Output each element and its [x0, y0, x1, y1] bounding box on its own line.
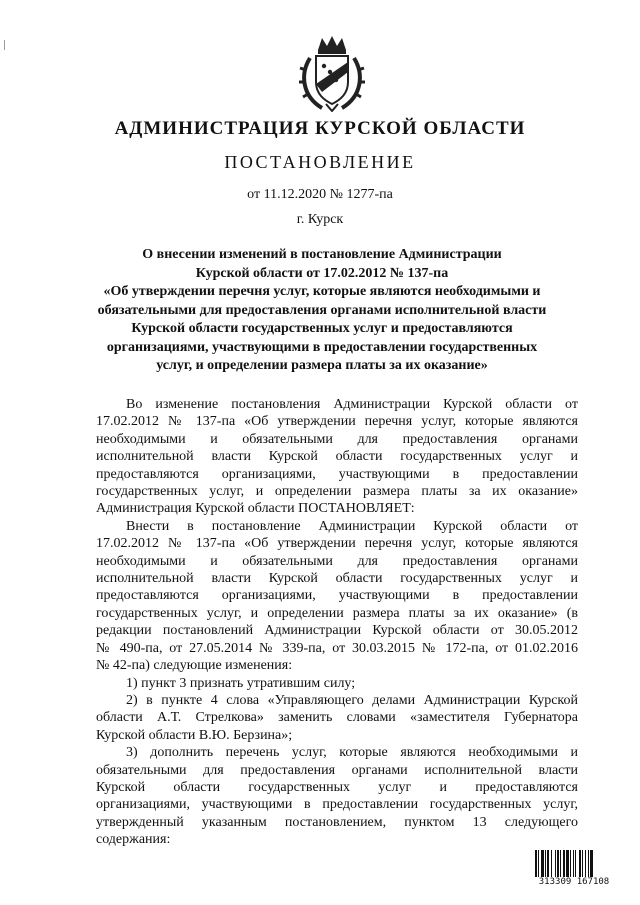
title-line: обязательными для предоставления органами исполнительной власти: [97, 302, 547, 318]
body-line: организациями, участвующими в предоставлении государственных услуг,: [96, 797, 578, 813]
body-line: утвержденный указанным постановлением, пунктом 13 следующего: [96, 814, 578, 830]
body-line: Внести в постановление Администрации Курской области от: [126, 518, 578, 534]
body-line: исполнительной власти Курской области государственных услуг и: [96, 571, 578, 587]
document-body: [96, 396, 578, 849]
body-line: необходимыми и обязательными для предоставления органами: [96, 553, 578, 569]
body-line: 3) дополнить перечень услуг, которые являются необходимыми и: [126, 745, 578, 761]
body-line: государственных услуг, и определении размера платы за их оказание» (в: [96, 605, 578, 621]
body-line: 17.02.2012 № 137-па «Об утверждении перечня услуг, которые являются: [96, 414, 578, 430]
title-line: Курской области государственных услуг и предоставляются: [131, 321, 513, 336]
document-title: [92, 246, 552, 376]
document-date-number: от 11.12.2020 № 1277-па: [247, 187, 393, 202]
document-city: г. Курск: [296, 212, 344, 227]
body-line: Администрация Курской области ПОСТАНОВЛЯЕТ:: [96, 501, 415, 517]
scan-edge-mark: [4, 40, 5, 50]
body-line: Курской области государственных услуг и предоставляются: [96, 779, 578, 795]
title-line: организациями, участвующими в предоставлении государственных: [106, 339, 538, 355]
body-line: области А.Т. Стрелкова» заменить словами «заместителя Губернатора: [96, 710, 578, 726]
barcode: [534, 850, 614, 896]
barcode-number: 313309 167108: [534, 877, 614, 888]
body-line: предоставляются организациями, участвующими в предоставлении: [96, 466, 578, 482]
body-line: 17.02.2012 № 137-па «Об утверждении перечня услуг, которые являются: [96, 536, 578, 552]
body-line: 2) в пункте 4 слова «Управляющего делами Администрации Курской: [126, 692, 578, 708]
body-line: государственных услуг, и определении размера платы за их оказание»: [96, 484, 578, 500]
body-line: предоставляются организациями, участвующими в предоставлении: [96, 588, 578, 604]
body-line: обязательными для предоставления органами исполнительной власти: [96, 762, 578, 778]
document-type: ПОСТАНОВЛЕНИЕ: [224, 152, 416, 172]
body-line: № 490-па, от 27.05.2014 № 339-па, от 30.03.2015 № 172-па, от 01.02.2016: [96, 640, 578, 656]
body-line: Во изменение постановления Администрации Курской области от: [126, 397, 578, 412]
body-line: № 42-па) следующие изменения:: [96, 658, 293, 674]
body-line: Курской области В.Ю. Берзина»;: [96, 727, 293, 743]
coat-of-arms-emblem: [296, 34, 368, 112]
body-line: 1) пункт 3 признать утратившим силу;: [126, 675, 356, 691]
body-line: редакции постановлений Администрации Курской области от 30.05.2012: [96, 623, 578, 639]
title-line: услуг, и определении размера платы за их оказание»: [156, 358, 488, 373]
body-line: содержания:: [96, 832, 171, 848]
title-line: О внесении изменений в постановление Администрации: [142, 247, 502, 262]
title-line: Курской области от 17.02.2012 № 137-па: [195, 265, 449, 281]
organization-name: АДМИНИСТРАЦИЯ КУРСКОЙ ОБЛАСТИ: [114, 118, 526, 139]
body-line: необходимыми и обязательными для предоставления органами: [96, 431, 578, 447]
body-line: исполнительной власти Курской области государственных услуг и: [96, 449, 578, 465]
title-line: «Об утверждении перечня услуг, которые являются необходимыми и: [103, 284, 541, 299]
